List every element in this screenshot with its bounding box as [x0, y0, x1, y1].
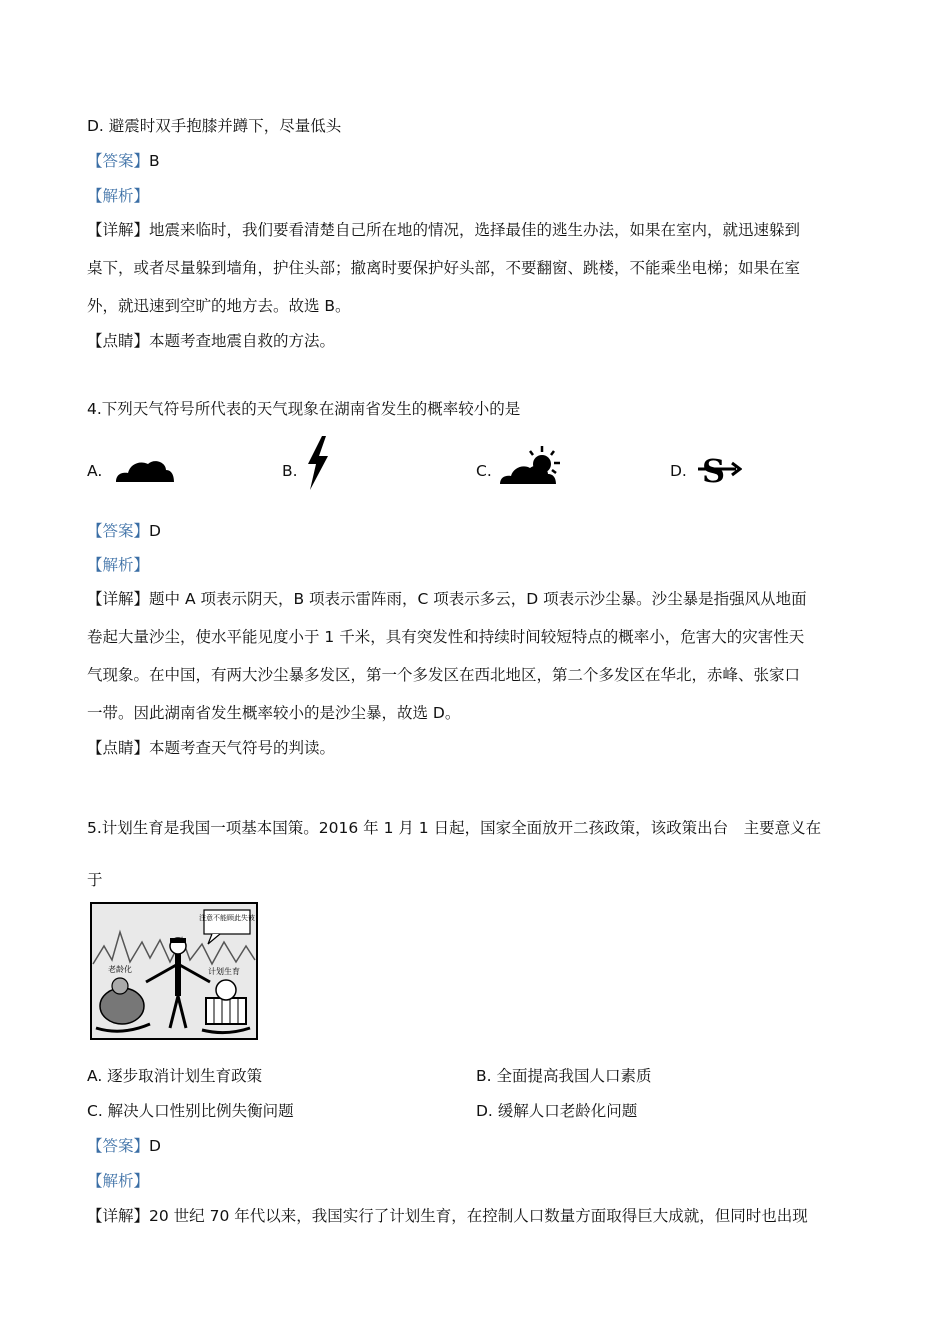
answer-tag: 【答案】 — [87, 522, 150, 540]
q3-detail-line3: 外，就迅速到空旷的地方去。故选 B。 — [87, 297, 351, 315]
point-tag: 【点睛】 — [87, 332, 150, 350]
svg-text:S: S — [702, 452, 726, 488]
q4-option-b-label: B. — [282, 462, 298, 480]
q5-stem-line1: 5.计划生育是我国一项基本国策。2016 年 1 月 1 日起，国家全面放开二孩政策，该政策出台 主要意义在 — [87, 819, 822, 837]
q5-option-c: C. 解决人口性别比例失衡问题 — [87, 1102, 294, 1120]
q4-point — [87, 738, 335, 758]
answer-tag: 【答案】 — [87, 1137, 150, 1155]
q3-detail-line1 — [87, 220, 800, 240]
lightning-icon — [300, 436, 334, 490]
q5-option-a: A. 逐步取消计划生育政策 — [87, 1067, 263, 1085]
policy-cartoon-image — [90, 902, 258, 1040]
point-text: 本题考查地震自救的方法。 — [149, 332, 336, 350]
detail-text: 题中 A 项表示阴天，B 项表示雷阵雨，C 项表示多云，D 项表示沙尘暴。沙尘暴是指强风从地面 — [149, 590, 807, 608]
q3-detail-line2: 桌下，或者尽量躲到墙角，护住头部；撤离时要保护好头部，不要翻窗、跳楼，不能乘坐电梯；如果在室 — [87, 259, 801, 277]
q4-option-a-label: A. — [87, 462, 103, 480]
q4-stem: 4.下列天气符号所代表的天气现象在湖南省发生的概率较小的是 — [87, 400, 521, 418]
answer-tag: 【答案】 — [87, 152, 150, 170]
cartoon-left-label: 老龄化 — [108, 965, 132, 974]
q5-analysis-tag: 【解析】 — [87, 1172, 150, 1190]
q3-point — [87, 331, 335, 351]
point-tag: 【点睛】 — [87, 739, 150, 757]
q5-answer — [87, 1136, 161, 1156]
detail-tag: 【详解】 — [87, 1207, 150, 1225]
q5-stem-line2: 于 — [87, 871, 103, 889]
q4-detail-line1 — [87, 589, 807, 609]
q4-answer — [87, 521, 161, 541]
q5-detail-line1 — [87, 1206, 808, 1226]
q4-option-d-label: D. — [670, 462, 687, 480]
detail-text: 20 世纪 70 年代以来，我国实行了计划生育，在控制人口数量方面取得巨大成就，但同时也出现 — [149, 1207, 808, 1225]
q4-option-c-label: C. — [476, 462, 492, 480]
q5-option-b: B. 全面提高我国人口素质 — [476, 1067, 652, 1085]
partly-cloudy-icon — [498, 444, 564, 488]
q3-analysis-tag: 【解析】 — [87, 187, 150, 205]
detail-text: 地震来临时，我们要看清楚自己所在地的情况，选择最佳的逃生办法，如果在室内，就迅速躲到 — [149, 221, 801, 239]
answer-value: D — [149, 522, 161, 540]
answer-value: D — [149, 1137, 161, 1155]
detail-tag: 【详解】 — [87, 221, 150, 239]
q4-detail-line3: 气现象。在中国，有两大沙尘暴多发区，第一个多发区在西北地区，第二个多发区在华北，赤峰、张家口 — [87, 666, 801, 684]
answer-value: B — [149, 152, 160, 170]
q4-analysis-tag: 【解析】 — [87, 556, 150, 574]
q4-detail-line2: 卷起大量沙尘，使水平能见度小于 1 千米，具有突发性和持续时间较短特点的概率小，危害大的灾害性天 — [87, 628, 805, 646]
detail-tag: 【详解】 — [87, 590, 150, 608]
overcast-cloud-icon — [114, 452, 176, 486]
q4-detail-line4: 一带。因此湖南省发生概率较小的是沙尘暴，故选 D。 — [87, 704, 461, 722]
q3-option-d: D. 避震时双手抱膝并蹲下，尽量低头 — [87, 117, 342, 135]
q3-answer — [87, 151, 160, 171]
speech-text-1: 注意不能顾此失彼 — [199, 914, 255, 922]
q5-option-d: D. 缓解人口老龄化问题 — [476, 1102, 638, 1120]
cartoon-right-label: 计划生育 — [208, 967, 240, 976]
point-text: 本题考查天气符号的判读。 — [149, 739, 336, 757]
sandstorm-icon — [696, 452, 742, 488]
